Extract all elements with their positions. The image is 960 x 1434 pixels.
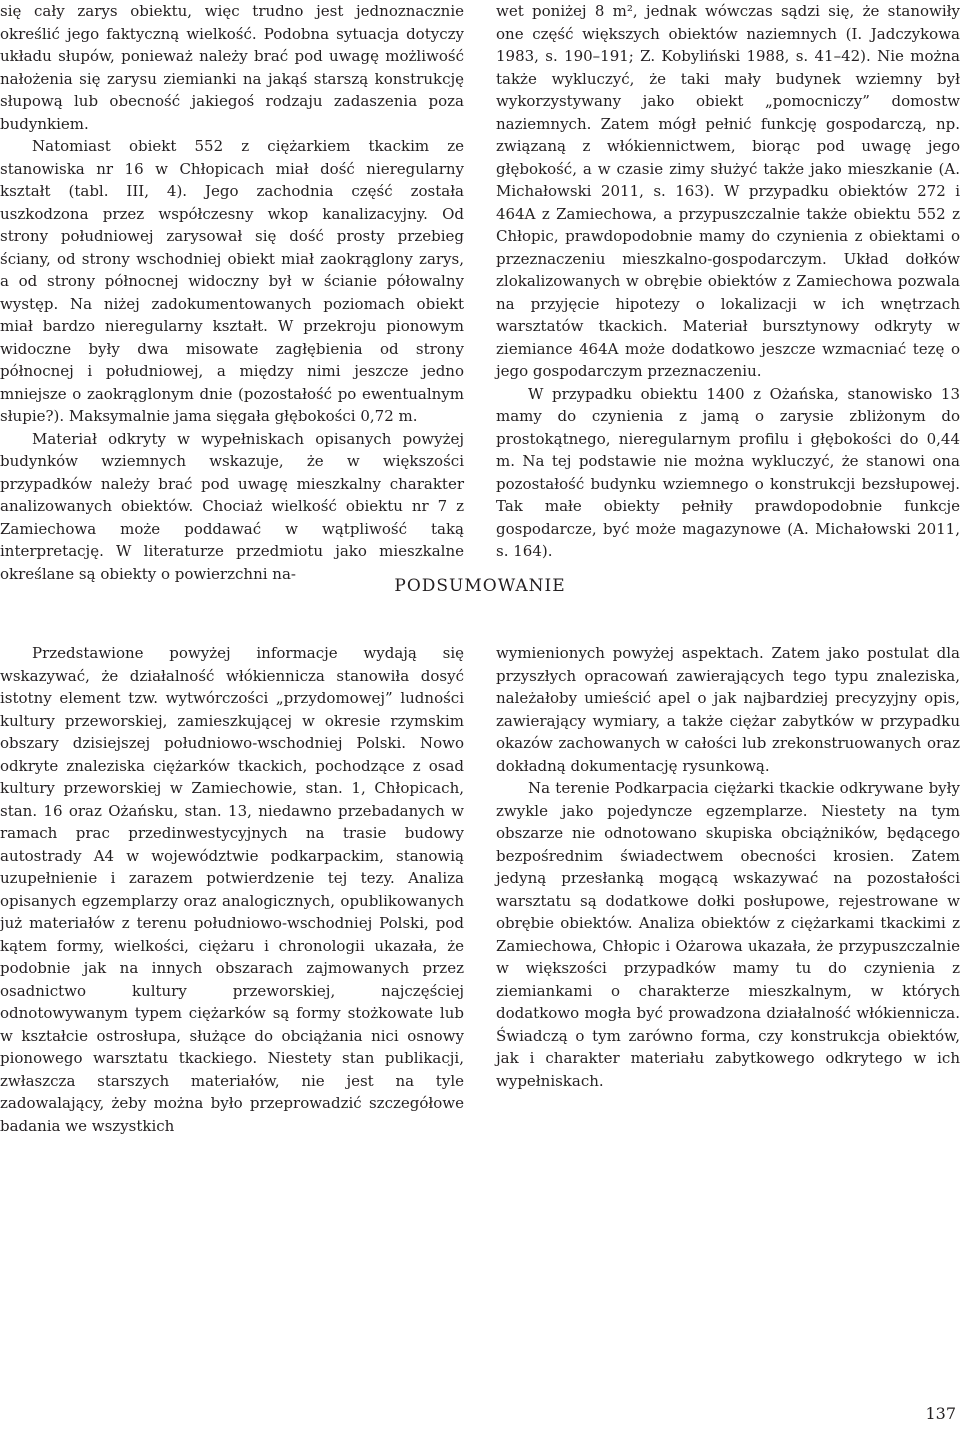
paragraph: wet poniżej 8 m², jednak wówczas sądzi się, że stanowiły one część większych obiektów naziemnych (I. Jadczykowa 1983, s. 190–191; Z. Kobyliński 1988, s. 41–42). Nie można także wykluczyć, że taki mały budynek wziemny był wykorzystywany jako obiekt „pomocniczy” domostw naziemnych. Zatem mógł pełnić funkcję gospodarczą, np. związaną z włókiennictwem, biorąc pod uwagę jego głębokość, a w czasie zimy służyć także jako mieszkanie (A. Michałowski 2011, s. 163). W przypadku obiektów 272 i 464A z Zamiechowa, a przypuszczalnie także obiektu 552 z Chłopic, prawdopodobnie mamy do czynienia z obiektami o przeznaczeniu mieszkalno-gospodarczym. Układ dołków zlokalizowanych w obrębie obiektów z Zamiechowa pozwala na przyjęcie hipotezy o lokalizacji w ich wnętrzach warsztatów tkackich. Materiał bursztynowy odkryty w ziemiance 464A może dodatkowo jeszcze wzmacniać tezę o jego gospodarczym przeznaczeniu. (496, 2, 960, 380)
paragraph: Na terenie Podkarpacia ciężarki tkackie odkrywane były zwykle jako pojedyncze egzemplarze. Niestety na tym obszarze nie odnotowano skupiska obciążników, będącego bezpośrednim świadectwem obecności krosien. Zatem jedyną przesłanką mogącą wskazywać na pozostałości warsztatu są dodatkowe dołki posłupowe, rejestrowane w obrębie obiektów. Analiza obiektów z ciężarkami tkackimi z Zamiechowa, Chłopic i Ożarowa ukazała, że przypuszczalnie w większości przypadków mamy tu do czynienia z ziemiankami o charakterze mieszkalnym, w których dodatkowo mogła być prowadzona działalność włókiennicza. Świadczą o tym zarówno forma, czy konstrukcja obiektów, jak i charakter materiału zabytkowego odkrytego w ich wypełniskach. (496, 779, 960, 1090)
section-heading: PODSUMOWANIE (394, 576, 566, 596)
paragraph: się cały zarys obiektu, więc trudno jest jednoznacznie określić jego faktyczną wielkość. Podobna sytuacja dotyczy układu słupów, ponieważ należy brać pod uwagę możliwość nałożenia się zarysu ziemianki na jakąś starszą konstrukcję słupową lub obecność jakiegoś rodzaju zadaszenia poza budynkiem. (0, 2, 464, 133)
paragraph: W przypadku obiektu 1400 z Ożańska, stanowisko 13 mamy do czynienia z jamą o zarysie zbliżonym do prostokątnego, nieregularnym profilu i głębokości do 0,44 m. Na tej podstawie nie można wykluczyć, że stanowi ona pozostałość budynku wziemnego o konstrukcji bezsłupowej. Tak małe obiekty pełniły prawdopodobnie funkcje gospodarcze, być może magazynowe (A. Michałowski 2011, s. 164). (496, 384, 960, 560)
text-column-bottom-right (496, 642, 960, 1092)
paragraph: Materiał odkryty w wypełniskach opisanych powyżej budynków wziemnych wskazuje, że w większości przypadków należy brać pod uwagę mieszkalny charakter analizowanych obiektów. Chociaż wielkość obiektu nr 7 z Zamiechowa może poddawać w wątpliwość taką interpretację. W literaturze przedmiotu jako mieszkalne określane są obiekty o powierzchni na- (0, 429, 464, 583)
paragraph: Natomiast obiekt 552 z ciężarkiem tkackim ze stanowiska nr 16 w Chłopicach miał dość nieregularny kształt (tabl. III, 4). Jego zachodnia część została uszkodzona przez współczesny wkop kanalizacyjny. Od strony południowej zarysował się dość prosty przebieg ściany, od strony wschodniej obiekt miał zaokrąglony zarys, a od strony północnej widoczny był w ścianie półowalny występ. Na niżej zadokumentowanych poziomach obiekt miał bardzo nieregularny kształt. W przekroju pionowym widoczne były dwa misowate zagłębienia od strony północnej i południowej, a między nimi jeszcze jedno mniejsze o zaokrąglonym dnie (pozostałość po ewentualnym słupie?). Maksymalnie jama sięgała głębokości 0,72 m. (0, 137, 464, 425)
text-column-top-left (0, 0, 464, 585)
paragraph: wymienionych powyżej aspektach. Zatem jako postulat dla przyszłych opracowań zawierających tego typu znaleziska, należałoby umieścić apel o jak najbardziej precyzyjny opis, zawierający wymiary, a także ciężar zabytków w przypadku okazów zachowanych w całości lub zrekonstruowanych oraz dokładną dokumentację rysunkową. (496, 644, 960, 775)
text-column-bottom-left (0, 642, 464, 1137)
page-number: 137 (925, 1404, 956, 1423)
text-column-top-right (496, 0, 960, 563)
paragraph: Przedstawione powyżej informacje wydają się wskazywać, że działalność włókiennicza stanowiła dosyć istotny element tzw. wytwórczości „przydomowej” ludności kultury przeworskiej, zamieszkującej w okresie rzymskim obszary dzisiejszej południowo-wschodniej Polski. Nowo odkryte znaleziska ciężarków tkackich, pochodzące z osad kultury przeworskiej w Zamiechowie, stan. 1, Chłopicach, stan. 16 oraz Ożańsku, stan. 13, niedawno przebadanych w ramach prac przedinwestycyjnych na trasie budowy autostrady A4 w województwie podkarpackim, stanowią uzupełnienie i zarazem potwierdzenie tej tezy. Analiza opisanych egzemplarzy oraz analogicznych, opublikowanych już materiałów z terenu południowo-wschodniej Polski, pod kątem formy, wielkości, ciężaru i chronologii ukazała, że podobnie jak na innych obszarach zajmowanych przez osadnictwo kultury przeworskiej, najczęściej odnotowywanym typem ciężarków są formy stożkowate lub w kształcie ostrosłupa, służące do obciążania nici osnowy pionowego warsztatu tkackiego. Niestety stan publikacji, zwłaszcza starszych materiałów, nie jest na tyle zadowalający, żeby można było przeprowadzić szczegółowe badania we wszystkich (0, 644, 464, 1135)
